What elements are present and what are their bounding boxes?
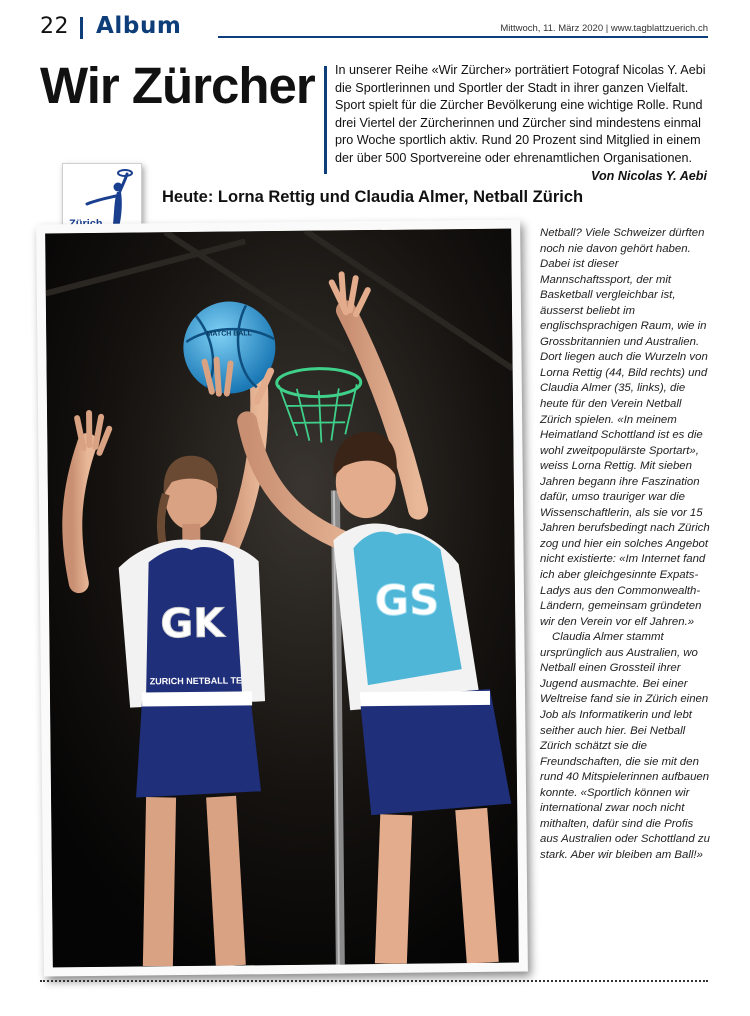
article-subtitle: Heute: Lorna Rettig und Claudia Almer, Netball Zürich	[162, 188, 584, 206]
netball-players-photo	[45, 229, 519, 968]
article-body	[540, 226, 710, 863]
page-title: Wir Zürcher	[40, 57, 315, 114]
article-paragraph-2: Claudia Almer stammt ursprünglich aus Australien, wo Netball einen Grossteil ihrer Jugend ausmachte. Bei einer Weltreise fand sie in Zürich einen Job als Informatikerin und lebt seither auch hier. Bei Netball Zürich schätzt sie die Freundschaften, die sie mit den rund 40 Mitspielerinnen aufbauen konnte. «Sportlich können wir international zwar noch nicht mithalten, dafür sind die Profis aus Australien oder Schottland zu stark. Aber wir bleiben am Ball!»	[540, 631, 710, 861]
bib-gs-label: GS	[374, 575, 440, 626]
photo-illustration	[45, 229, 519, 968]
shirt-club-text: ZURICH NETBALL TE	[149, 675, 243, 687]
page-number: 22	[40, 14, 69, 39]
intro-paragraph	[335, 62, 707, 185]
issue-date-and-url: Mittwoch, 11. März 2020 | www.tagblattzuerich.ch	[500, 23, 708, 34]
ball-label: MATCH BALL	[206, 330, 252, 338]
header-divider	[80, 17, 83, 39]
header-rule	[218, 36, 708, 38]
byline: Von Nicolas Y. Aebi	[591, 168, 707, 183]
article-paragraph-1: Netball? Viele Schweizer dürften noch nie davon gehört haben. Dabei ist dieser Mannschaftssport, der mit Basketball vergleichbar ist, äusserst beliebt im englischsprachigen Raum, wie in Grossbritannien und Australien. Dort liegen auch die Wurzeln von Lorna Rettig (44, Bild rechts) und Claudia Almer (35, links), die heute für den Verein Netball Zürich spielen. «In meinem Heimatland Schottland ist es die wohl zweitpopulärste Sportart», weiss Lorna Rettig. Mit sieben Jahren begann ihre Faszination dafür, umso trauriger war die Wissenschaftlerin, als sie vor 15 Jahren berufsbedingt nach Zürich zog und hier ein solches Angebot nicht existierte: «Im Internet fand ich aber gleichgesinnte Expats-Ladys aus den Commonwealth-Ländern, gemeinsam gründeten wir den Verein vor elf Jahren.»	[540, 227, 710, 628]
section-title: Album	[96, 13, 182, 39]
intro-divider	[324, 66, 327, 174]
bib-gk-label: GK	[160, 600, 225, 648]
footer-dotted-rule	[40, 980, 708, 982]
page-header	[40, 14, 708, 44]
photo-frame	[36, 219, 528, 976]
intro-text: In unserer Reihe «Wir Zürcher» porträtiert Fotograf Nicolas Y. Aebi die Sportlerinnen und Sportler der Stadt in ihrer ganzen Vielfalt. Sport spielt für die Zürcher Bevölkerung eine wichtige Rolle. Rund drei Viertel der Zürcherinnen und Zürcher sind mindestens einmal pro Woche sportlich aktiv. Rund 20 Prozent sind Mitglied in einem der über 500 Sportvereine oder ehrenamtlichen Organisationen.	[335, 63, 706, 165]
